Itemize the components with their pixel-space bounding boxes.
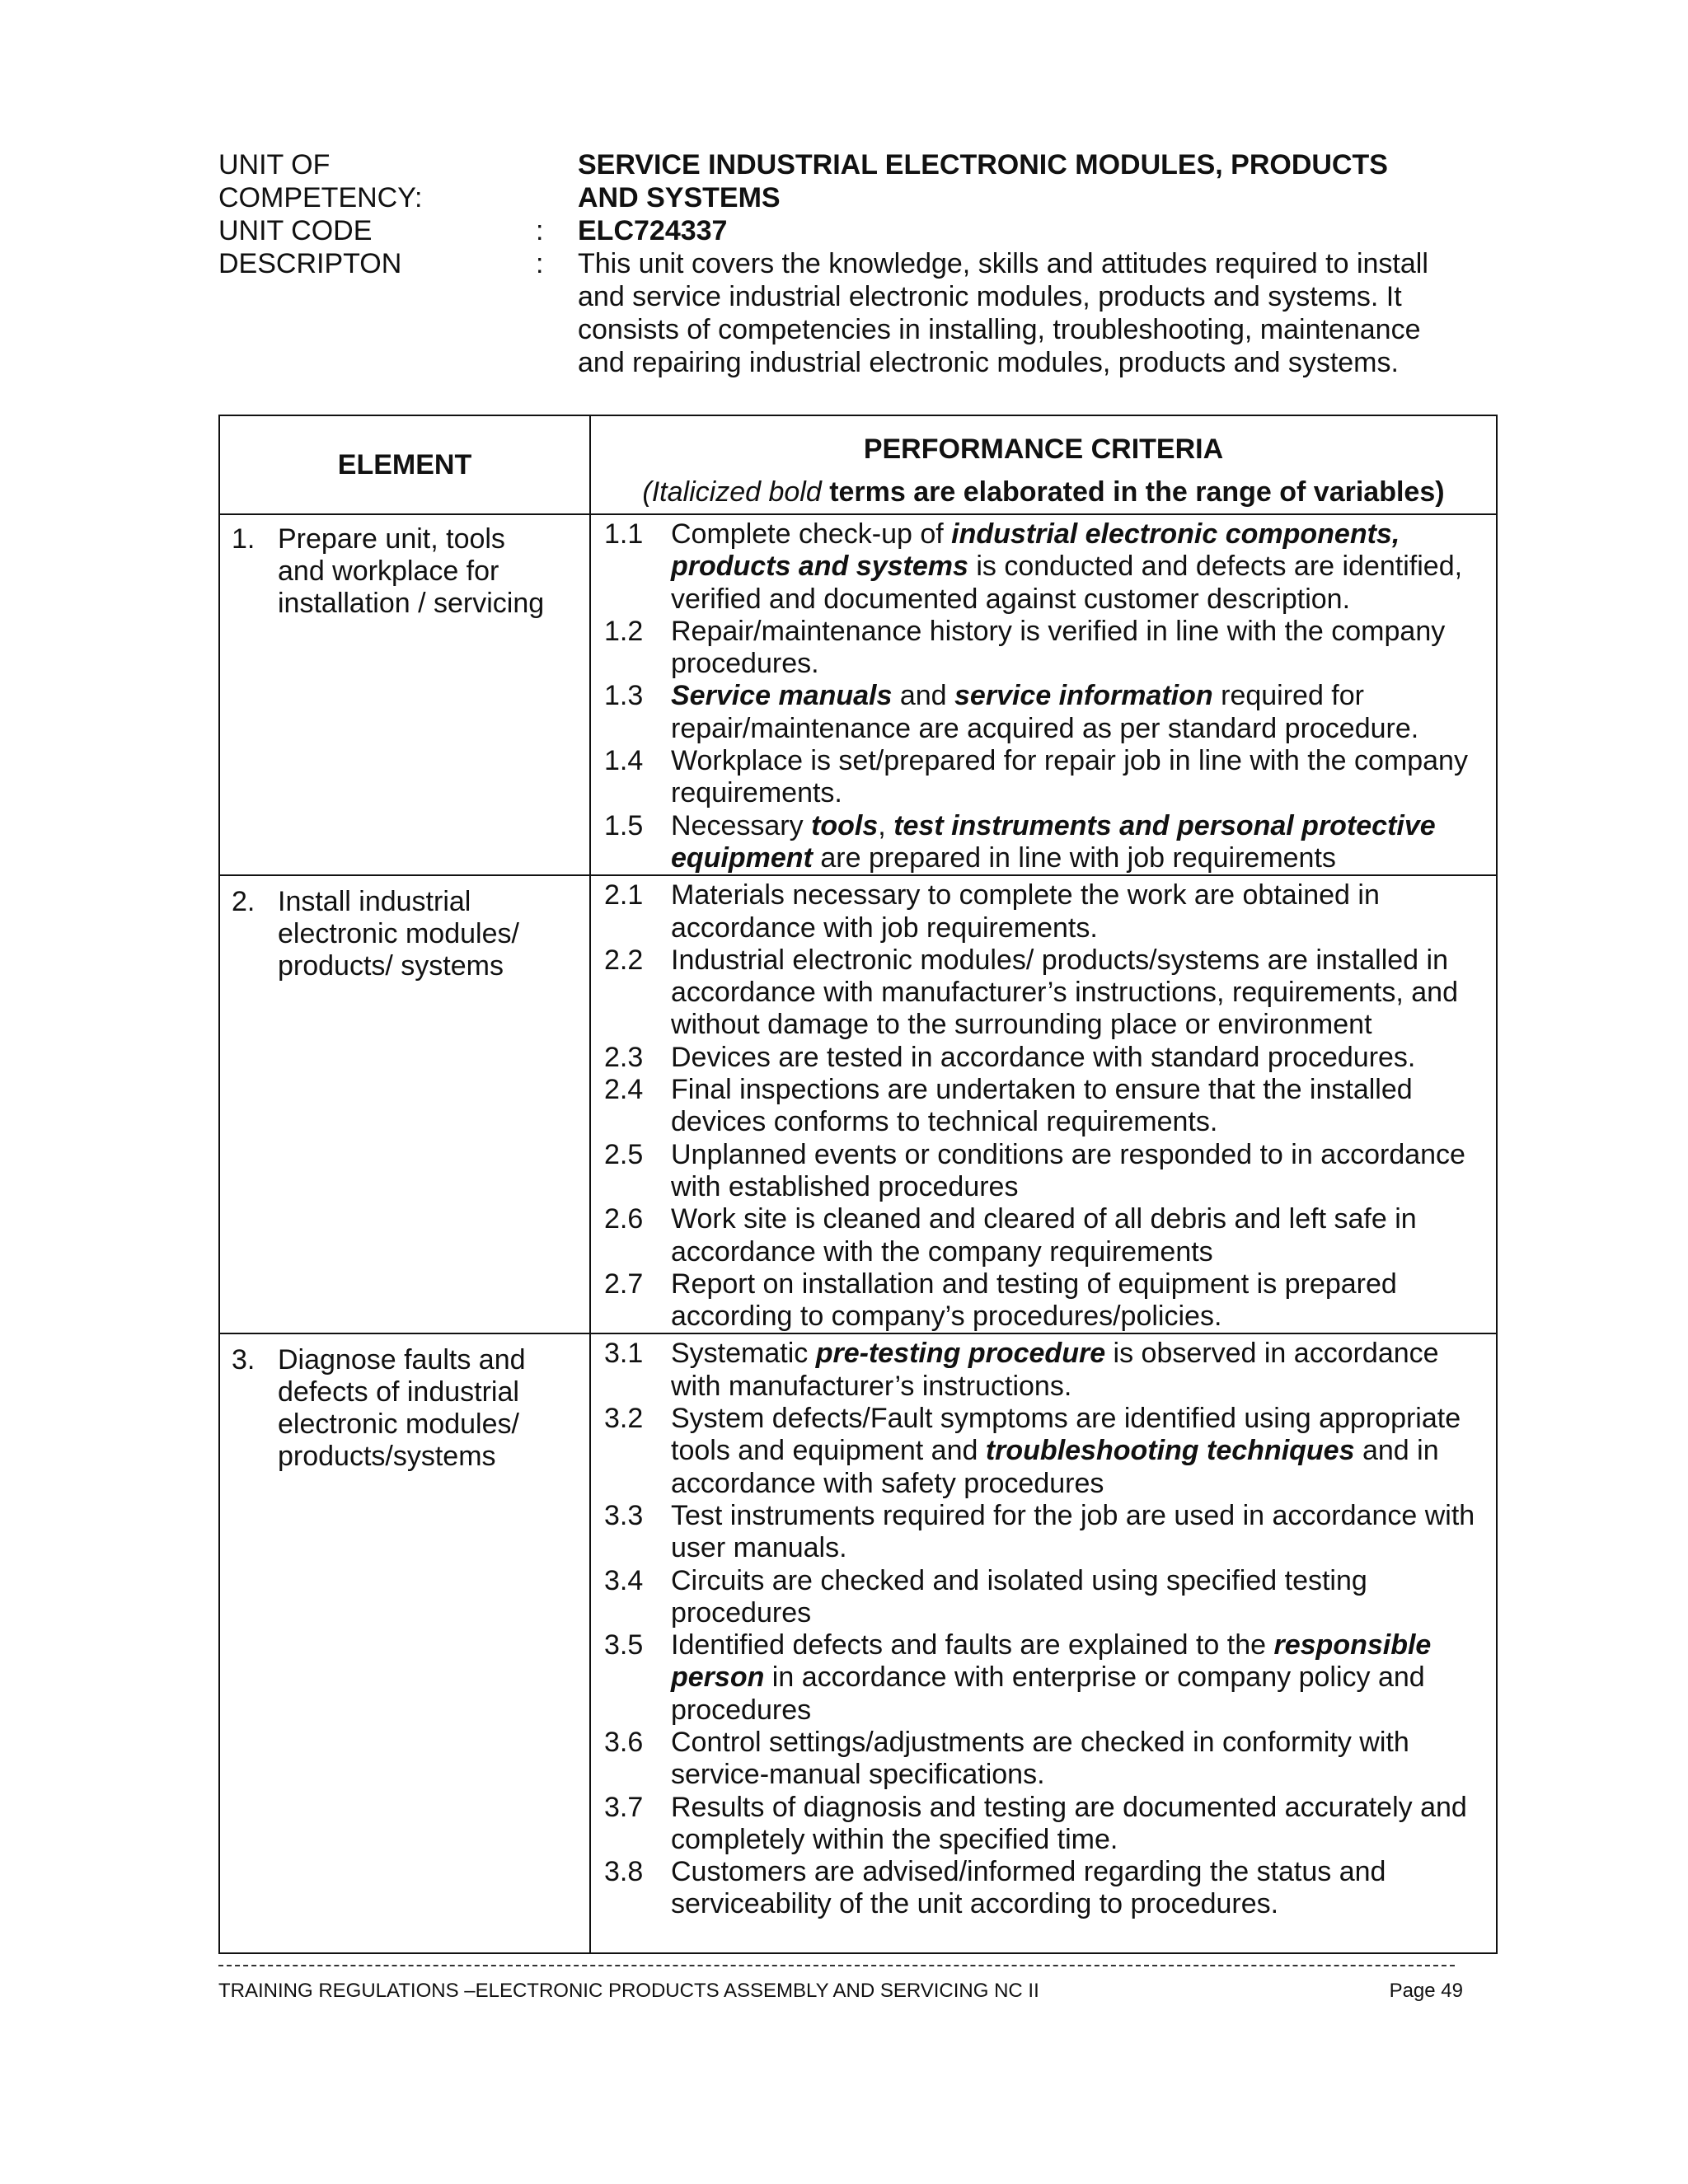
criterion-item — [604, 1403, 1496, 1500]
criterion-item — [604, 1268, 1496, 1333]
criterion-text-part: Repair/maintenance history is verified in line with the company procedures. — [671, 615, 1446, 680]
criterion-text-part: is observed in accordance with manufacturer’s instructions. — [671, 1338, 1439, 1402]
criterion-number: 2.4 — [604, 1074, 644, 1106]
element-cell — [219, 875, 590, 1333]
criterion-text-part: Necessary — [671, 809, 812, 841]
unit-code-label: UNIT CODE — [218, 215, 373, 246]
criteria-cell — [590, 875, 1497, 1333]
criterion-text-part: Complete check-up of — [671, 518, 952, 550]
criterion-text-part: Results of diagnosis and testing are documented accurately and completely within the specified time. — [671, 1791, 1467, 1855]
element-cell — [219, 514, 590, 875]
criterion-number: 3.2 — [604, 1403, 644, 1435]
unit-of-competency-label: UNIT OF COMPETENCY: — [218, 149, 423, 213]
criterion-number: 3.7 — [604, 1791, 644, 1823]
criterion-text-part: is conducted and defects are identified, verified and documented against customer description. — [671, 551, 1463, 615]
criterion-text — [671, 1629, 1496, 1727]
criterion-text-part: Test instruments required for the job are used in accordance with user manuals. — [671, 1499, 1475, 1564]
criterion-number: 3.4 — [604, 1564, 644, 1596]
criterion-item — [604, 810, 1496, 875]
range-term: service information — [954, 680, 1213, 712]
criterion-text-part: Customers are advised/informed regarding the status and serviceability of the unit according to procedures. — [671, 1856, 1386, 1920]
unit-header — [218, 148, 1504, 379]
criterion-number: 1.5 — [604, 809, 644, 841]
description-colon: : — [536, 248, 544, 279]
criterion-text — [671, 1074, 1496, 1139]
range-term: test instruments and personal protective equipment — [671, 809, 1436, 874]
criterion-text — [671, 745, 1496, 810]
table-row — [219, 514, 1497, 875]
unit-code-value: ELC724337 — [578, 215, 728, 246]
criterion-number: 1.1 — [604, 518, 644, 550]
criterion-text — [671, 1268, 1496, 1333]
criterion-item — [604, 616, 1496, 681]
table-header-row — [219, 415, 1497, 514]
unit-of-competency-value-line2: AND SYSTEMS — [578, 182, 781, 213]
criterion-text — [671, 1500, 1496, 1565]
criterion-text-part: Work site is cleaned and cleared of all debris and left safe in accordance with the company requirements — [671, 1203, 1417, 1268]
criterion-text-part: and in accordance with safety procedures — [671, 1435, 1439, 1499]
range-term: tools — [811, 809, 879, 841]
criterion-text-part: Identified defects and faults are explained to the — [671, 1629, 1274, 1661]
criterion-number: 3.8 — [604, 1856, 644, 1888]
criterion-text-part: Report on installation and testing of equipment is prepared according to company’s procedures/policies. — [671, 1268, 1397, 1333]
criterion-item — [604, 1856, 1496, 1921]
criterion-item — [604, 1629, 1496, 1727]
criterion-item — [604, 1792, 1496, 1857]
criterion-text — [671, 1042, 1496, 1074]
range-term: industrial electronic components, products and systems — [671, 518, 1400, 583]
criterion-text-part: System defects/Fault symptoms are identified using appropriate tools and equipment and — [671, 1403, 1461, 1467]
criterion-item — [604, 1727, 1496, 1792]
criterion-number: 1.4 — [604, 745, 644, 777]
table-row — [219, 875, 1497, 1333]
element-column-header: ELEMENT — [219, 415, 590, 514]
criterion-item — [604, 879, 1496, 944]
criterion-text — [671, 1403, 1496, 1500]
description-row — [218, 247, 1504, 379]
criterion-text — [671, 616, 1496, 681]
range-term: pre-testing procedure — [815, 1338, 1106, 1370]
criterion-text — [671, 1203, 1496, 1268]
criterion-number: 1.3 — [604, 680, 644, 712]
criterion-text-part: Devices are tested in accordance with standard procedures. — [671, 1041, 1416, 1073]
criterion-text-part: Systematic — [671, 1338, 816, 1370]
table-row — [219, 1333, 1497, 1953]
element-text: Diagnose faults and defects of industrial electronic modules/ products/systems — [278, 1344, 526, 1473]
unit-of-competency-row — [218, 148, 1504, 214]
criterion-text-part: in accordance with enterprise or company policy and procedures — [671, 1661, 1425, 1726]
criterion-text-part: required for repair/maintenance are acquired as per standard procedure. — [671, 680, 1419, 744]
criterion-item — [604, 1500, 1496, 1565]
range-term: responsible person — [671, 1629, 1432, 1694]
criterion-item — [604, 680, 1496, 745]
criterion-number: 2.3 — [604, 1041, 644, 1073]
unit-code-colon: : — [536, 215, 544, 246]
criteria-note — [591, 471, 1496, 513]
criteria-title: PERFORMANCE CRITERIA — [863, 434, 1224, 465]
competency-table — [218, 415, 1498, 1954]
criterion-text-part: are prepared in line with job requirements — [812, 841, 1336, 874]
unit-code-row — [218, 214, 1504, 247]
description-line: and repairing industrial electronic modules, products and systems. — [578, 347, 1399, 378]
criterion-text-part: Workplace is set/prepared for repair job in line with the company requirements. — [671, 745, 1468, 809]
element-number: 1. — [232, 523, 256, 555]
criterion-text-part: and — [892, 680, 955, 712]
criterion-number: 3.5 — [604, 1629, 644, 1661]
element-cell — [219, 1333, 590, 1953]
criterion-text — [671, 1139, 1496, 1204]
criterion-text-part: Industrial electronic modules/ products/systems are installed in accordance with manufacturer’s instructions, requirements, and without damage to the surrounding place or environment — [671, 944, 1458, 1041]
range-term: Service manuals — [671, 680, 893, 712]
criterion-text-part: Final inspections are undertaken to ensure that the installed devices conforms to technical requirements. — [671, 1074, 1413, 1138]
element-text: Prepare unit, tools and workplace for installation / servicing — [278, 523, 545, 619]
criterion-text — [671, 1856, 1496, 1921]
criterion-text — [671, 1792, 1496, 1857]
description-line: and service industrial electronic modules, products and systems. It — [578, 281, 1402, 312]
page-footer — [218, 1980, 1463, 2003]
criterion-text — [671, 944, 1496, 1042]
criterion-text — [671, 1727, 1496, 1792]
criteria-cell — [590, 1333, 1497, 1953]
criterion-text — [671, 1565, 1496, 1630]
criterion-text — [671, 879, 1496, 944]
criterion-text-part: Circuits are checked and isolated using specified testing procedures — [671, 1564, 1367, 1629]
criterion-item — [604, 944, 1496, 1042]
criterion-item — [604, 1074, 1496, 1139]
criterion-item — [604, 518, 1496, 616]
footer-divider — [218, 1965, 1455, 1966]
unit-of-competency-value-line1: SERVICE INDUSTRIAL ELECTRONIC MODULES, PRODUCTS — [578, 149, 1388, 180]
criterion-number: 3.6 — [604, 1726, 644, 1758]
criterion-number: 2.5 — [604, 1138, 644, 1170]
footer-title: TRAINING REGULATIONS –ELECTRONIC PRODUCTS ASSEMBLY AND SERVICING NC II — [218, 1980, 1039, 2002]
range-term: troubleshooting techniques — [985, 1435, 1355, 1467]
element-number: 3. — [232, 1344, 256, 1376]
criterion-text-part: Control settings/adjustments are checked in conformity with service-manual specifications. — [671, 1726, 1409, 1791]
criterion-text — [671, 810, 1496, 875]
criterion-number: 2.2 — [604, 944, 644, 976]
criterion-item — [604, 1042, 1496, 1074]
criterion-item — [604, 1338, 1496, 1403]
criterion-item — [604, 1565, 1496, 1630]
criterion-item — [604, 1203, 1496, 1268]
criteria-column-header — [590, 415, 1497, 514]
criteria-note-rest: terms are elaborated in the range of variables) — [821, 476, 1445, 508]
page-number: Page 49 — [1389, 1980, 1463, 2002]
criterion-number: 3.3 — [604, 1499, 644, 1531]
criterion-text — [671, 1338, 1496, 1403]
criterion-number: 2.1 — [604, 879, 644, 912]
criterion-item — [604, 1139, 1496, 1204]
criterion-text-part: , — [878, 809, 894, 841]
criteria-note-italic: (Italicized bold — [642, 476, 822, 508]
criterion-number: 3.1 — [604, 1338, 644, 1370]
criterion-number: 2.6 — [604, 1203, 644, 1235]
element-number: 2. — [232, 886, 256, 918]
criterion-number: 1.2 — [604, 615, 644, 647]
criterion-text — [671, 518, 1496, 616]
criterion-number: 2.7 — [604, 1268, 644, 1300]
criterion-text — [671, 680, 1496, 745]
criterion-text-part: Materials necessary to complete the work are obtained in accordance with job requirements. — [671, 879, 1380, 944]
criterion-text-part: Unplanned events or conditions are responded to in accordance with established procedures — [671, 1138, 1465, 1202]
criteria-cell — [590, 514, 1497, 875]
description-label: DESCRIPTON — [218, 248, 402, 279]
description-line: This unit covers the knowledge, skills and attitudes required to install — [578, 248, 1428, 279]
element-text: Install industrial electronic modules/ products/ systems — [278, 886, 519, 982]
criterion-item — [604, 745, 1496, 810]
description-line: consists of competencies in installing, troubleshooting, maintenance — [578, 314, 1421, 345]
